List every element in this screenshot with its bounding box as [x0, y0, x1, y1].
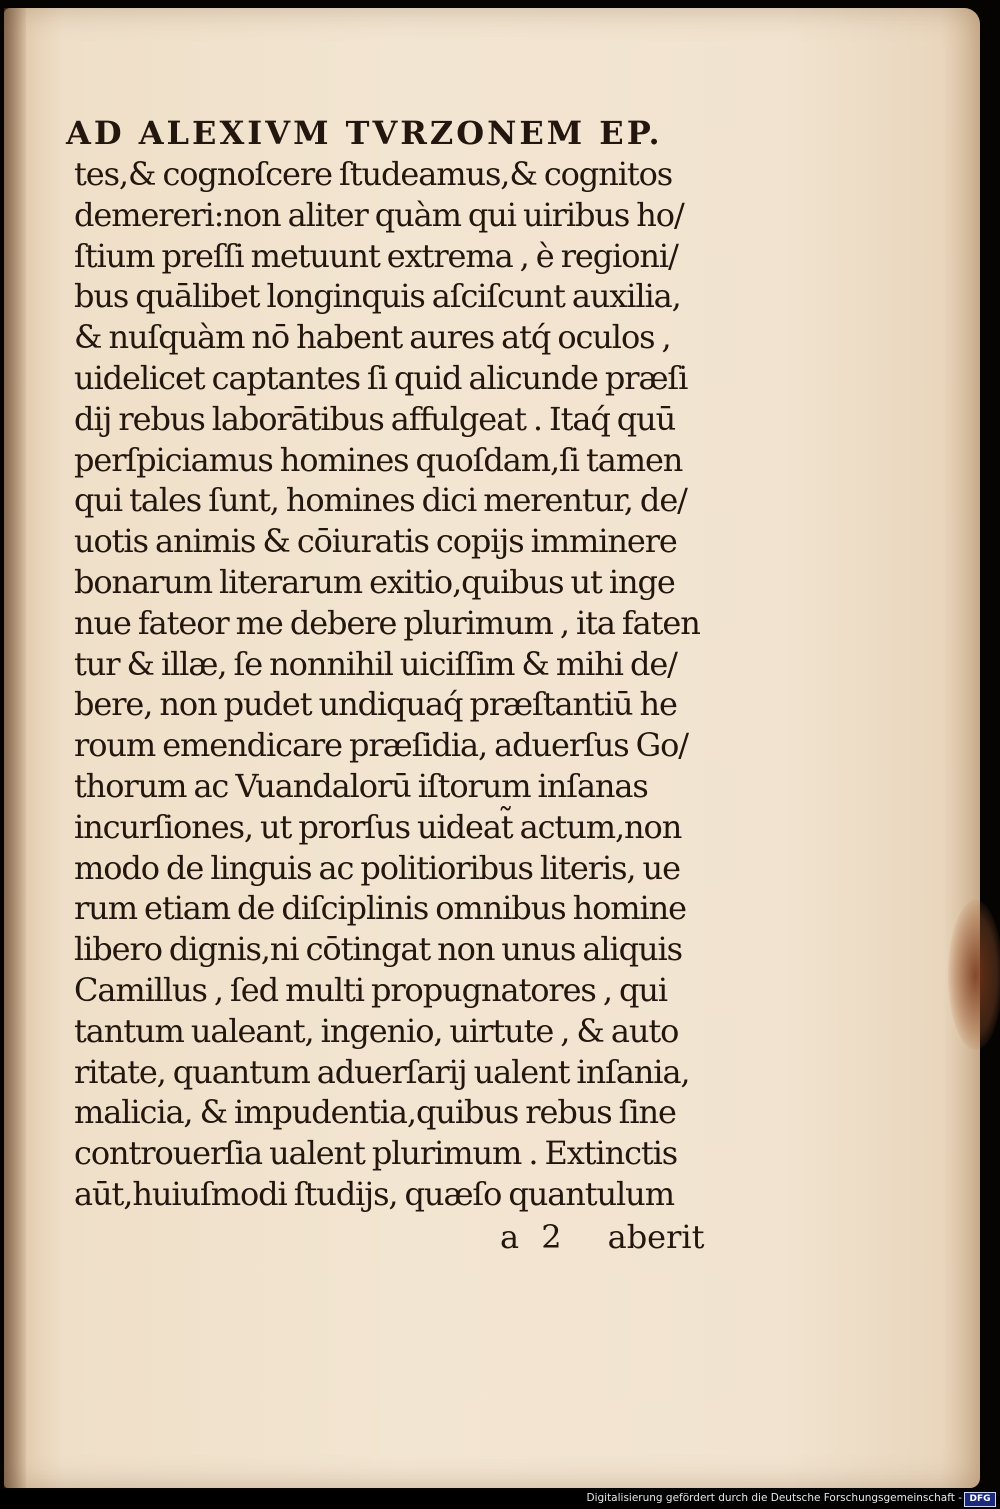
- text-line: qui tales ſunt, homines dici merentur, de/: [74, 481, 687, 520]
- text-block: [66, 112, 734, 1215]
- text-line: bonarum literarum exitio,quibus ut inge: [74, 562, 675, 601]
- text-line: aūt,huiuſmodi ſtudijs, quæſo quantulum: [74, 1174, 674, 1213]
- text-line: nue fateor me debere plurimum , ita faten: [74, 603, 700, 642]
- text-line: incurſiones, ut prorſus uideat̃ actum,non: [74, 807, 682, 846]
- text-line: dij rebus laborātibus affulgeat . Itaq́ quū: [74, 399, 676, 438]
- text-line: bus quālibet longinquis aſciſcunt auxilia,: [74, 277, 681, 316]
- dfg-logo: DFG: [964, 1492, 996, 1507]
- text-line: roum emendicare præſidia, aduerſus Go/: [74, 726, 688, 765]
- signature-mark: a 2: [500, 1218, 568, 1256]
- text-line: tur & illæ, ſe nonnihil uiciſſim & mihi de/: [74, 644, 677, 683]
- text-line: Camillus , ſed multi propugnatores , qui: [74, 970, 667, 1009]
- text-line: uotis animis & cōiuratis copijs imminere: [74, 522, 677, 561]
- text-line: tantum ualeant, ingenio, uirtute , & auto: [74, 1011, 679, 1050]
- signature-line: [500, 1218, 705, 1256]
- text-line: demereri:non aliter quàm qui uiribus ho/: [74, 195, 684, 234]
- text-line: rum etiam de diſciplinis omnibus homine: [74, 889, 686, 928]
- text-line: controuerſia ualent plurimum . Extinctis: [74, 1134, 678, 1173]
- text-line: malicia, & impudentia,quibus rebus ſine: [74, 1093, 676, 1132]
- text-line: bere, non pudet undiquaq́ præſtantiū he: [74, 685, 677, 724]
- catchword: aberit: [607, 1218, 705, 1256]
- text-line: ritate, quantum aduerſarij ualent inſania,: [74, 1052, 690, 1091]
- page-gutter: [4, 8, 26, 1488]
- text-line: tes,& cognoſcere ſtudeamus,& cognitos: [74, 155, 673, 193]
- footer-credit: Digitalisierung gefördert durch die Deutsche Forschungsgemeinschaft -: [586, 1492, 962, 1504]
- text-line: perſpiciamus homines quoſdam,ſi tamen: [74, 440, 683, 479]
- text-line: thorum ac Vuandalorū iſtorum inſanas: [74, 766, 648, 805]
- text-line: uidelicet captantes ſi quid alicunde præſi: [74, 358, 688, 397]
- text-line: modo de linguis ac politioribus literis, ue: [74, 848, 680, 887]
- running-head: AD ALEXIVM TVRZONEM EP.: [66, 114, 663, 152]
- text-line: libero dignis,ni cōtingat non unus aliquis: [74, 930, 682, 969]
- text-line: & nuſquàm nō habent aures atq́ oculos ,: [74, 318, 671, 357]
- text-line: ſtium preſſi metuunt extrema , è regioni/: [74, 236, 678, 275]
- paper-stain: [948, 900, 1000, 1050]
